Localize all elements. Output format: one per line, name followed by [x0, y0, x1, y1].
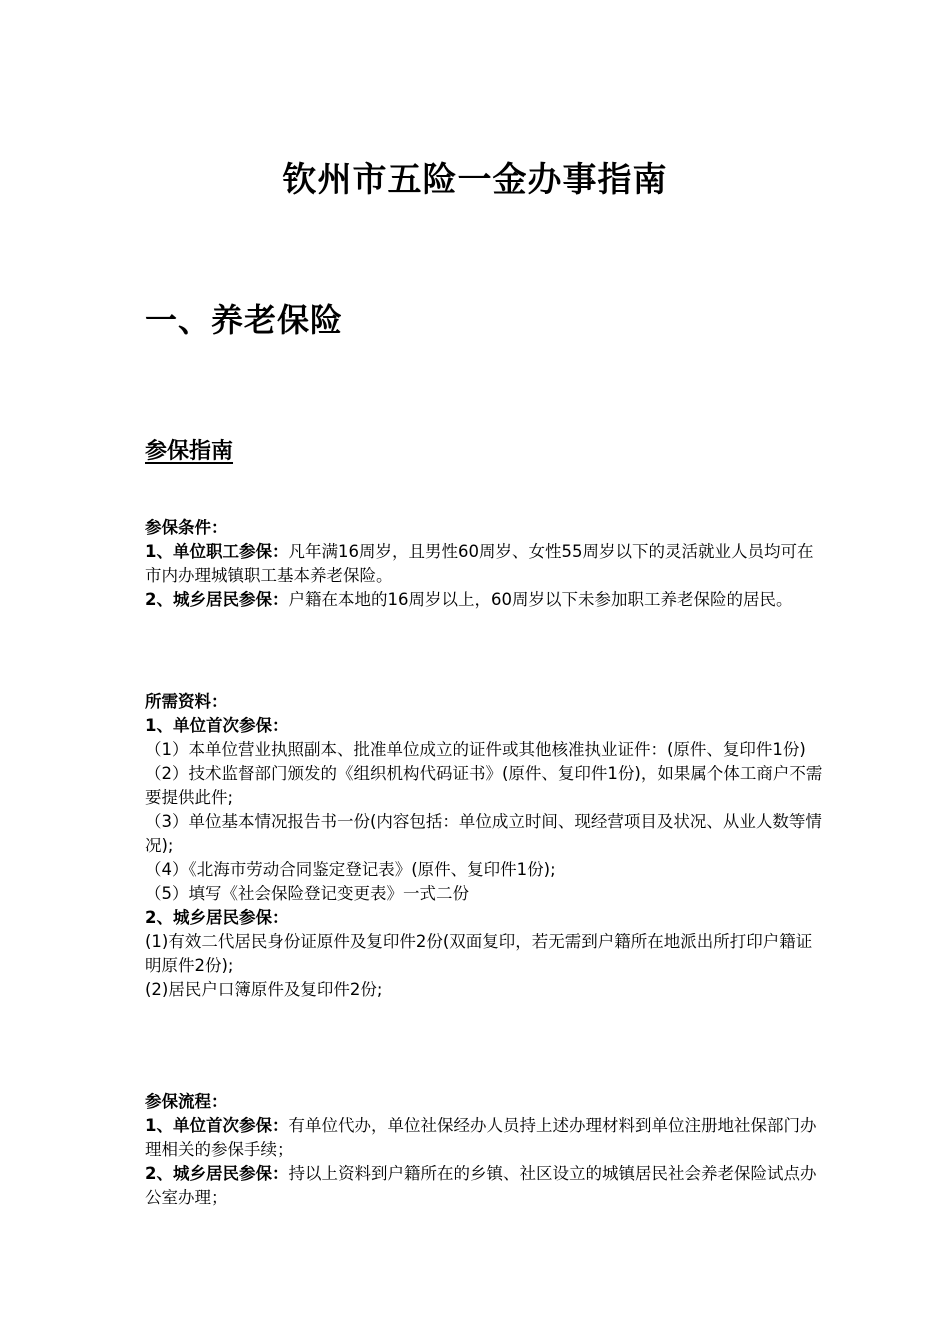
materials-group2-item-2: (2)居民户口簿原件及复印件2份; [145, 980, 383, 999]
conditions-item-1 [145, 540, 825, 588]
process-item-1-text: 有单位代办，单位社保经办人员持上述办理材料到单位注册地社保部门办理相关的参保手续； [145, 1116, 817, 1159]
materials-group2-label: 2、城乡居民参保： [145, 908, 289, 927]
document-title: 钦州市五险一金办事指南 [282, 160, 668, 200]
conditions-heading: 参保条件： [145, 518, 228, 537]
conditions-item-1-label: 1、单位职工参保： [145, 542, 289, 561]
materials-group1-item-2: （2）技术监督部门颁发的《组织机构代码证书》(原件、复印件1份)，如果属个体工商户不需要提供此件; [145, 764, 823, 807]
process-section [145, 1090, 825, 1210]
conditions-section [145, 516, 825, 612]
conditions-item-2 [145, 588, 825, 612]
process-heading: 参保流程： [145, 1092, 228, 1111]
materials-group1-item-3: （3）单位基本情况报告书一份(内容包括：单位成立时间、现经营项目及状况、从业人数等情况); [145, 812, 822, 855]
materials-group1-label: 1、单位首次参保： [145, 716, 289, 735]
subsection-heading-guide: 参保指南 [145, 439, 234, 464]
section-heading-pension: 一、养老保险 [145, 301, 344, 339]
process-item-2-text: 持以上资料到户籍所在的乡镇、社区设立的城镇居民社会养老保险试点办公室办理； [145, 1164, 817, 1207]
materials-group1-item-1: （1）本单位营业执照副本、批准单位成立的证件或其他核准执业证件：(原件、复印件1份) [145, 740, 806, 759]
conditions-item-1-text: 凡年满16周岁，且男性60周岁、女性55周岁以下的灵活就业人员均可在市内办理城镇职工基本养老保险。 [145, 542, 814, 585]
process-item-2 [145, 1162, 825, 1210]
conditions-item-2-label: 2、城乡居民参保： [145, 590, 289, 609]
materials-section [145, 690, 825, 1002]
process-item-1-label: 1、单位首次参保： [145, 1116, 289, 1135]
materials-group1-item-5: （5）填写《社会保险登记变更表》一式二份 [145, 884, 469, 903]
materials-heading: 所需资料： [145, 692, 228, 711]
materials-group2-item-1: (1)有效二代居民身份证原件及复印件2份(双面复印，若无需到户籍所在地派出所打印户籍证明原件2份); [145, 932, 813, 975]
process-item-1 [145, 1114, 825, 1162]
conditions-item-2-text: 户籍在本地的16周岁以上，60周岁以下未参加职工养老保险的居民。 [288, 590, 793, 609]
process-item-2-label: 2、城乡居民参保： [145, 1164, 289, 1183]
materials-group1-item-4: （4）《北海市劳动合同鉴定登记表》(原件、复印件1份); [145, 860, 556, 879]
